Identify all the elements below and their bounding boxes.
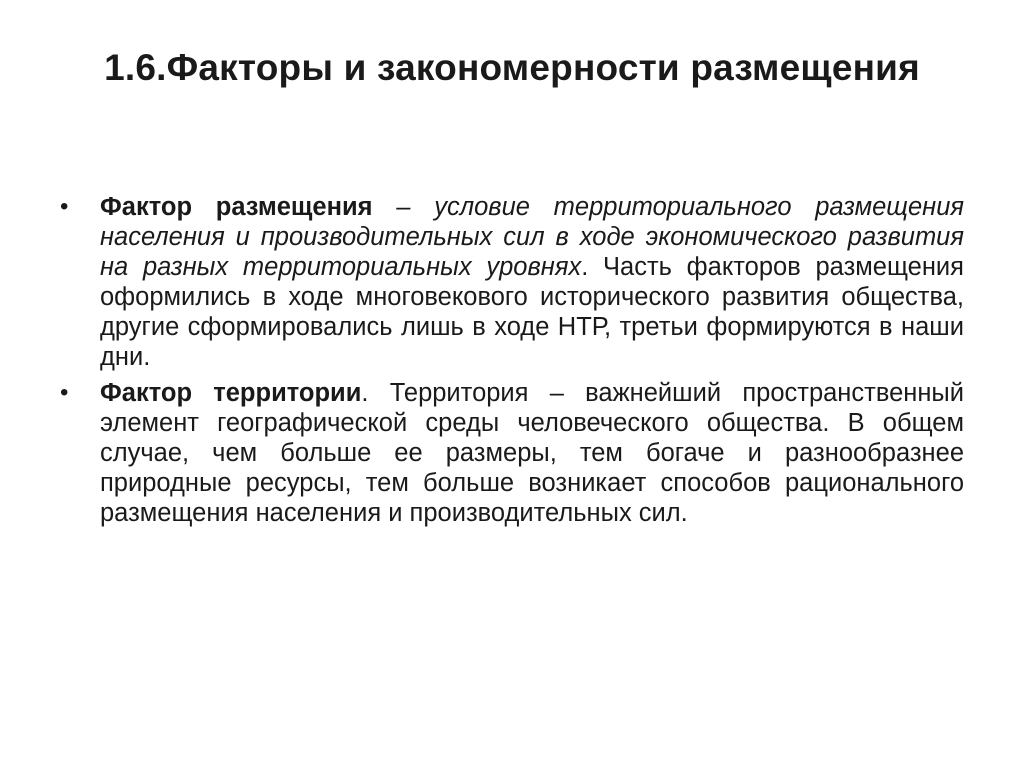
bullet-marker: • (60, 379, 69, 406)
definition-placement-factor: – условие территориального размещения населения и производительных сил в ходе экономического развития на разных территориальных уровнях (100, 193, 964, 281)
bullet-text (100, 192, 964, 372)
bullet-marker: • (60, 193, 69, 220)
slide-title: 1.6.Факторы и закономерности размещения (104, 47, 920, 88)
body-placement-factor: . Часть факторов размещения оформились в ходе многовекового исторического развития общества, другие сформировались лишь в ходе НТР, третьи формируются в наши дни. (100, 253, 964, 371)
bullet-text (100, 378, 964, 528)
term-placement-factor: Фактор размещения (100, 193, 373, 221)
bullet-item-territory-factor (58, 378, 964, 528)
term-territory-factor: Фактор территории (100, 379, 362, 407)
bullet-item-placement-factor (58, 192, 964, 372)
body-territory-factor: . Территория – важнейший пространственный элемент географической среды человеческого общества. В общем случае, чем больше ее размеры, тем богаче и разнообразнее природные ресурсы, тем больше возникает способов рационального размещения населения и производительных сил. (100, 379, 964, 527)
bullet-list (58, 192, 964, 534)
